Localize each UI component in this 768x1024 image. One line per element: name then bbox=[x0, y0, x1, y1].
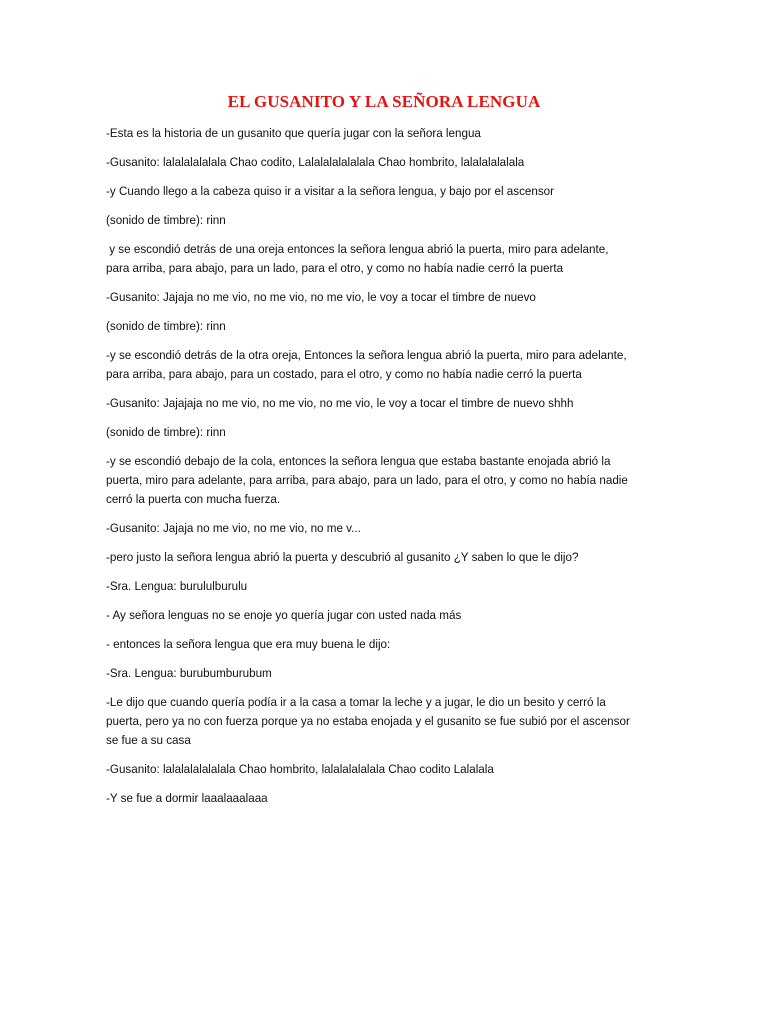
paragraph: -Gusanito: lalalalalalala Chao codito, Lalalalalalalala Chao hombrito, lalalalalalala bbox=[106, 155, 525, 169]
paragraph: y se escondió detrás de una oreja entonces la señora lengua abrió la puerta, miro para adelante, para arriba, para abajo, para un lado, para el otro, y como no había nadie cerró la puerta bbox=[106, 242, 612, 275]
paragraph: -Esta es la historia de un gusanito que quería jugar con la señora lengua bbox=[106, 126, 481, 140]
paragraph: -Gusanito: Jajaja no me vio, no me vio, no me v... bbox=[106, 521, 361, 535]
paragraph: -y se escondió detrás de la otra oreja, Entonces la señora lengua abrió la puerta, miro para adelante, para arriba, para abajo, para un costado, para el otro, y como no había nadie cerró la puerta bbox=[106, 348, 630, 381]
paragraph: -y Cuando llego a la cabeza quiso ir a visitar a la señora lengua, y bajo por el ascensor bbox=[106, 184, 555, 198]
paragraph: -y se escondió debajo de la cola, entonces la señora lengua que estaba bastante enojada abrió la puerta, miro para adelante, para arriba, para abajo, para un lado, para el otro, y como no había nadie cerró la puerta con mucha fuerza. bbox=[106, 454, 632, 506]
paragraph: (sonido de timbre): rinn bbox=[106, 425, 226, 439]
paragraph: - Ay señora lenguas no se enoje yo quería jugar con usted nada más bbox=[106, 608, 462, 622]
paragraph: -Sra. Lengua: burubumburubum bbox=[106, 666, 272, 680]
paragraph: (sonido de timbre): rinn bbox=[106, 213, 226, 227]
paragraph: -Le dijo que cuando quería podía ir a la casa a tomar la leche y a jugar, le dio un besito y cerró la puerta, pero ya no con fuerza porque ya no estaba enojada y el gusanito se fue subió por el ascensor se fue a su casa bbox=[106, 695, 634, 747]
paragraph: -Gusanito: Jajaja no me vio, no me vio, no me vio, le voy a tocar el timbre de nuevo bbox=[106, 290, 536, 304]
paragraph: -Y se fue a dormir laaalaaalaaa bbox=[106, 791, 268, 805]
document-title: EL GUSANITO Y LA SEÑORA LENGUA bbox=[227, 92, 541, 111]
paragraph: -Gusanito: lalalalalalalala Chao hombrito, lalalalalalala Chao codito Lalalala bbox=[106, 762, 494, 776]
paragraph: - entonces la señora lengua que era muy buena le dijo: bbox=[106, 637, 391, 651]
paragraph: -Sra. Lengua: burululburulu bbox=[106, 579, 248, 593]
document-body bbox=[106, 124, 632, 818]
paragraph: -Gusanito: Jajajaja no me vio, no me vio, no me vio, le voy a tocar el timbre de nuevo shhh bbox=[106, 396, 574, 410]
paragraph: (sonido de timbre): rinn bbox=[106, 319, 226, 333]
paragraph: -pero justo la señora lengua abrió la puerta y descubrió al gusanito ¿Y saben lo que le dijo? bbox=[106, 550, 579, 564]
